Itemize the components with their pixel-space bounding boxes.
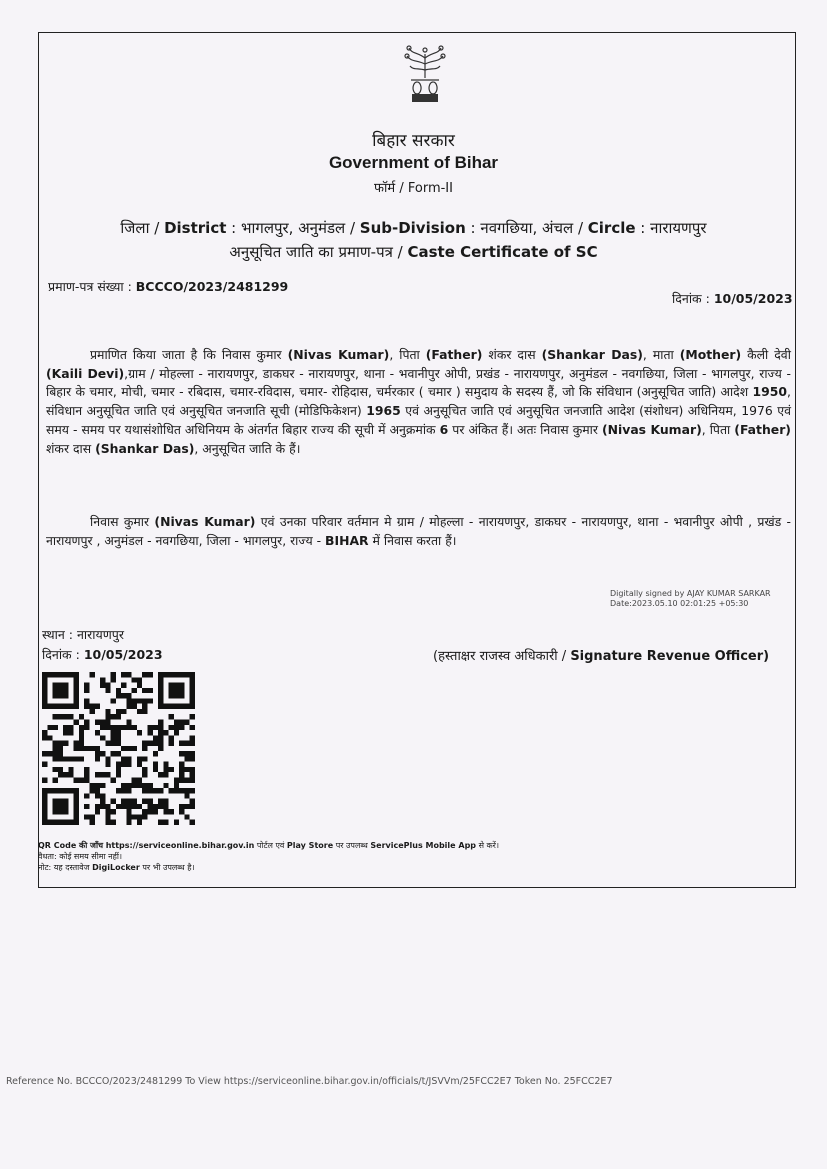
- residence-paragraph: निवास कुमार (Nivas Kumar) एवं उनका परिवार वर्तमान मे ग्राम / मोहल्ला - नारायणपुर, डाकघर - नारायणपुर, थाना - भवानीपुर ओपी , प्रखंड - नारायणपुर , अनुमंडल - नवगछिया, जिला - भागलपुर, राज्य - BIHAR में निवास करता हैं।: [46, 514, 791, 548]
- digilocker-note: नोट: यह दस्तावेज DigiLocker पर भी उपलब्ध है।: [38, 863, 195, 872]
- certificate-number: प्रमाण-पत्र संख्या : BCCCO/2023/2481299: [48, 279, 289, 294]
- qr-note: QR Code की जाँच https://serviceonline.bihar.gov.in पोर्टल एवं Play Store पर उपलब्ध ServicePlus Mobile App से करें।: [38, 841, 499, 850]
- validity-note: वैधता: कोई समय सीमा नहीं।: [38, 852, 122, 861]
- digital-signature-stamp: Digitally signed by AJAY KUMAR SARKAR Date:2023.05.10 02:01:25 +05:30: [610, 589, 771, 608]
- signature-officer: (हस्ताक्षर राजस्व अधिकारी / Signature Revenue Officer): [433, 649, 770, 664]
- certification-paragraph: प्रमाणित किया जाता है कि निवास कुमार (Nivas Kumar), पिता (Father) शंकर दास (Shankar Das), माता (Mother) कैली देवी (Kaili Devi),ग्राम / मोहल्ला - नारायणपुर, डाकघर - नारायणपुर, थाना - भवानीपुर ओपी, प्रखंड - नारायणपुर, अनुमंडल - नवगछिया, जिला - भागलपुर, राज्य - बिहार के चमार, मोची, चमार - रबिदास, चमार-रविदास, चमार- रोहिदास, चर्मरकार ( चमार ) समुदाय के सदस्य हैं, जो कि संविधान (अनुसूचित जाति) आदेश 1950, संविधान अनुसूचित जाति एवं अनुसूचित जनजाति सूची (मोडिफिकेशन) 1965 एवं अनुसूचित जाति एवं अनुसूचित जनजाति आदेश (संशोधन) अधिनियम, 1976 एवं समय - समय पर यथासंशोधित अधिनियम के अंतर्गत बिहार राज्य की सूची में अनुक्रमांक 6 पर अंकित हैं। अतः निवास कुमार (Nivas Kumar), पिता (Father) शंकर दास (Shankar Das), अनुसूचित जाति के हैं।: [46, 347, 791, 456]
- govt-title-hindi: बिहार सरकार: [372, 131, 455, 151]
- govt-title-english: Government of Bihar: [328, 153, 499, 172]
- certificate-title: अनुसूचित जाति का प्रमाण-पत्र / Caste Certificate of SC: [229, 243, 598, 261]
- location-line: जिला / District : भागलपुर, अनुमंडल / Sub-Division : नवगछिया, अंचल / Circle : नारायणपुर: [120, 219, 707, 237]
- qr-code-icon[interactable]: [42, 672, 195, 825]
- issue-date: दिनांक : 10/05/2023: [672, 291, 793, 306]
- place-line: स्थान : नारायणपुर: [42, 627, 124, 642]
- bihar-emblem-icon: [403, 44, 447, 104]
- form-label: फॉर्म / Form-II: [374, 181, 453, 196]
- reference-line: Reference No. BCCCO/2023/2481299 To View https://serviceonline.bihar.gov.in/officials/t/JSVVm/25FCC2E7 Token No. 25FCC2E7: [6, 1076, 613, 1087]
- signature-date: दिनांक : 10/05/2023: [42, 647, 163, 662]
- notes-block: [38, 840, 499, 873]
